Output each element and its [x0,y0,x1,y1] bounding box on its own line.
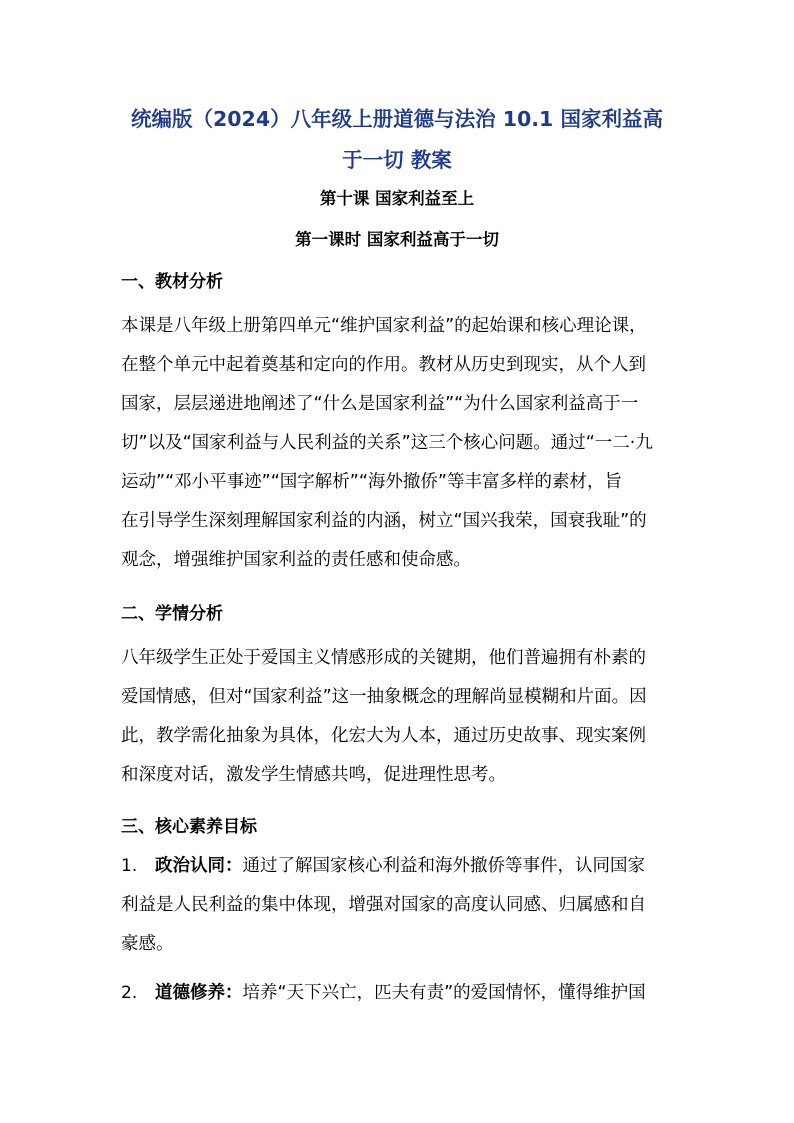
paragraph-line: 观念，增强维护国家利益的责任感和使命感。 [121,550,471,570]
period-title: 第一课时 国家利益高于一切 [295,230,499,249]
paragraph-line: 此，教学需化抽象为具体，化宏大为人本，通过历史故事、现实案例 [121,726,646,746]
paragraph-line: 八年级学生正处于爱国主义情感形成的关键期，他们普遍拥有朴素的 [121,648,646,668]
goal-text: 通过了解国家核心利益和海外撤侨等事件，认同国家 [242,856,645,876]
paragraph-line: 爱国情感，但对“国家利益”这一抽象概念的理解尚显模糊和片面。因 [121,687,647,707]
paragraph-line: 切”以及“国家利益与人民利益的关系”这三个核心问题。通过“一二·九 [121,433,653,453]
goal-text: 培养“天下兴亡，匹夫有责”的爱国情怀，懂得维护国 [242,983,646,1003]
paragraph-line: 在引导学生深刻理解国家利益的内涵，树立“国兴我荣，国衰我耻”的 [121,511,647,531]
paragraph-line: 和深度对话，激发学生情感共鸣，促进理性思考。 [121,765,506,785]
goal-item-1-first-line [155,858,645,876]
goal-label: 政治认同： [155,856,243,876]
goal-item-1-line: 豪感。 [121,934,174,954]
section-heading-students: 二、学情分析 [121,604,223,624]
section-heading-materials: 一、教材分析 [121,272,223,292]
goal-label: 道德修养： [155,983,243,1003]
list-number: 1. [121,856,138,876]
goal-item-2-first-line [155,985,646,1003]
paragraph-line: 在整个单元中起着奠基和定向的作用。教材从历史到现实，从个人到 [121,355,646,375]
doc-title-line2: 于一切 教案 [342,148,452,172]
paragraph-line: 本课是八年级上册第四单元“维护国家利益”的起始课和核心理论课， [121,316,647,336]
lesson-title: 第十课 国家利益至上 [319,189,475,208]
doc-title-line1: 统编版（2024）八年级上册道德与法治 10.1 国家利益高 [131,107,663,131]
section-heading-goals: 三、核心素养目标 [121,817,257,837]
paragraph-line: 运动”“邓小平事迹”“国字解析”“海外撤侨”等丰富多样的素材，旨 [121,472,622,492]
goal-item-1-line: 利益是人民利益的集中体现，增强对国家的高度认同感、归属感和自 [121,895,646,915]
paragraph-line: 国家，层层递进地阐述了“什么是国家利益”“为什么国家利益高于一 [121,394,639,414]
list-number: 2. [121,983,138,1003]
